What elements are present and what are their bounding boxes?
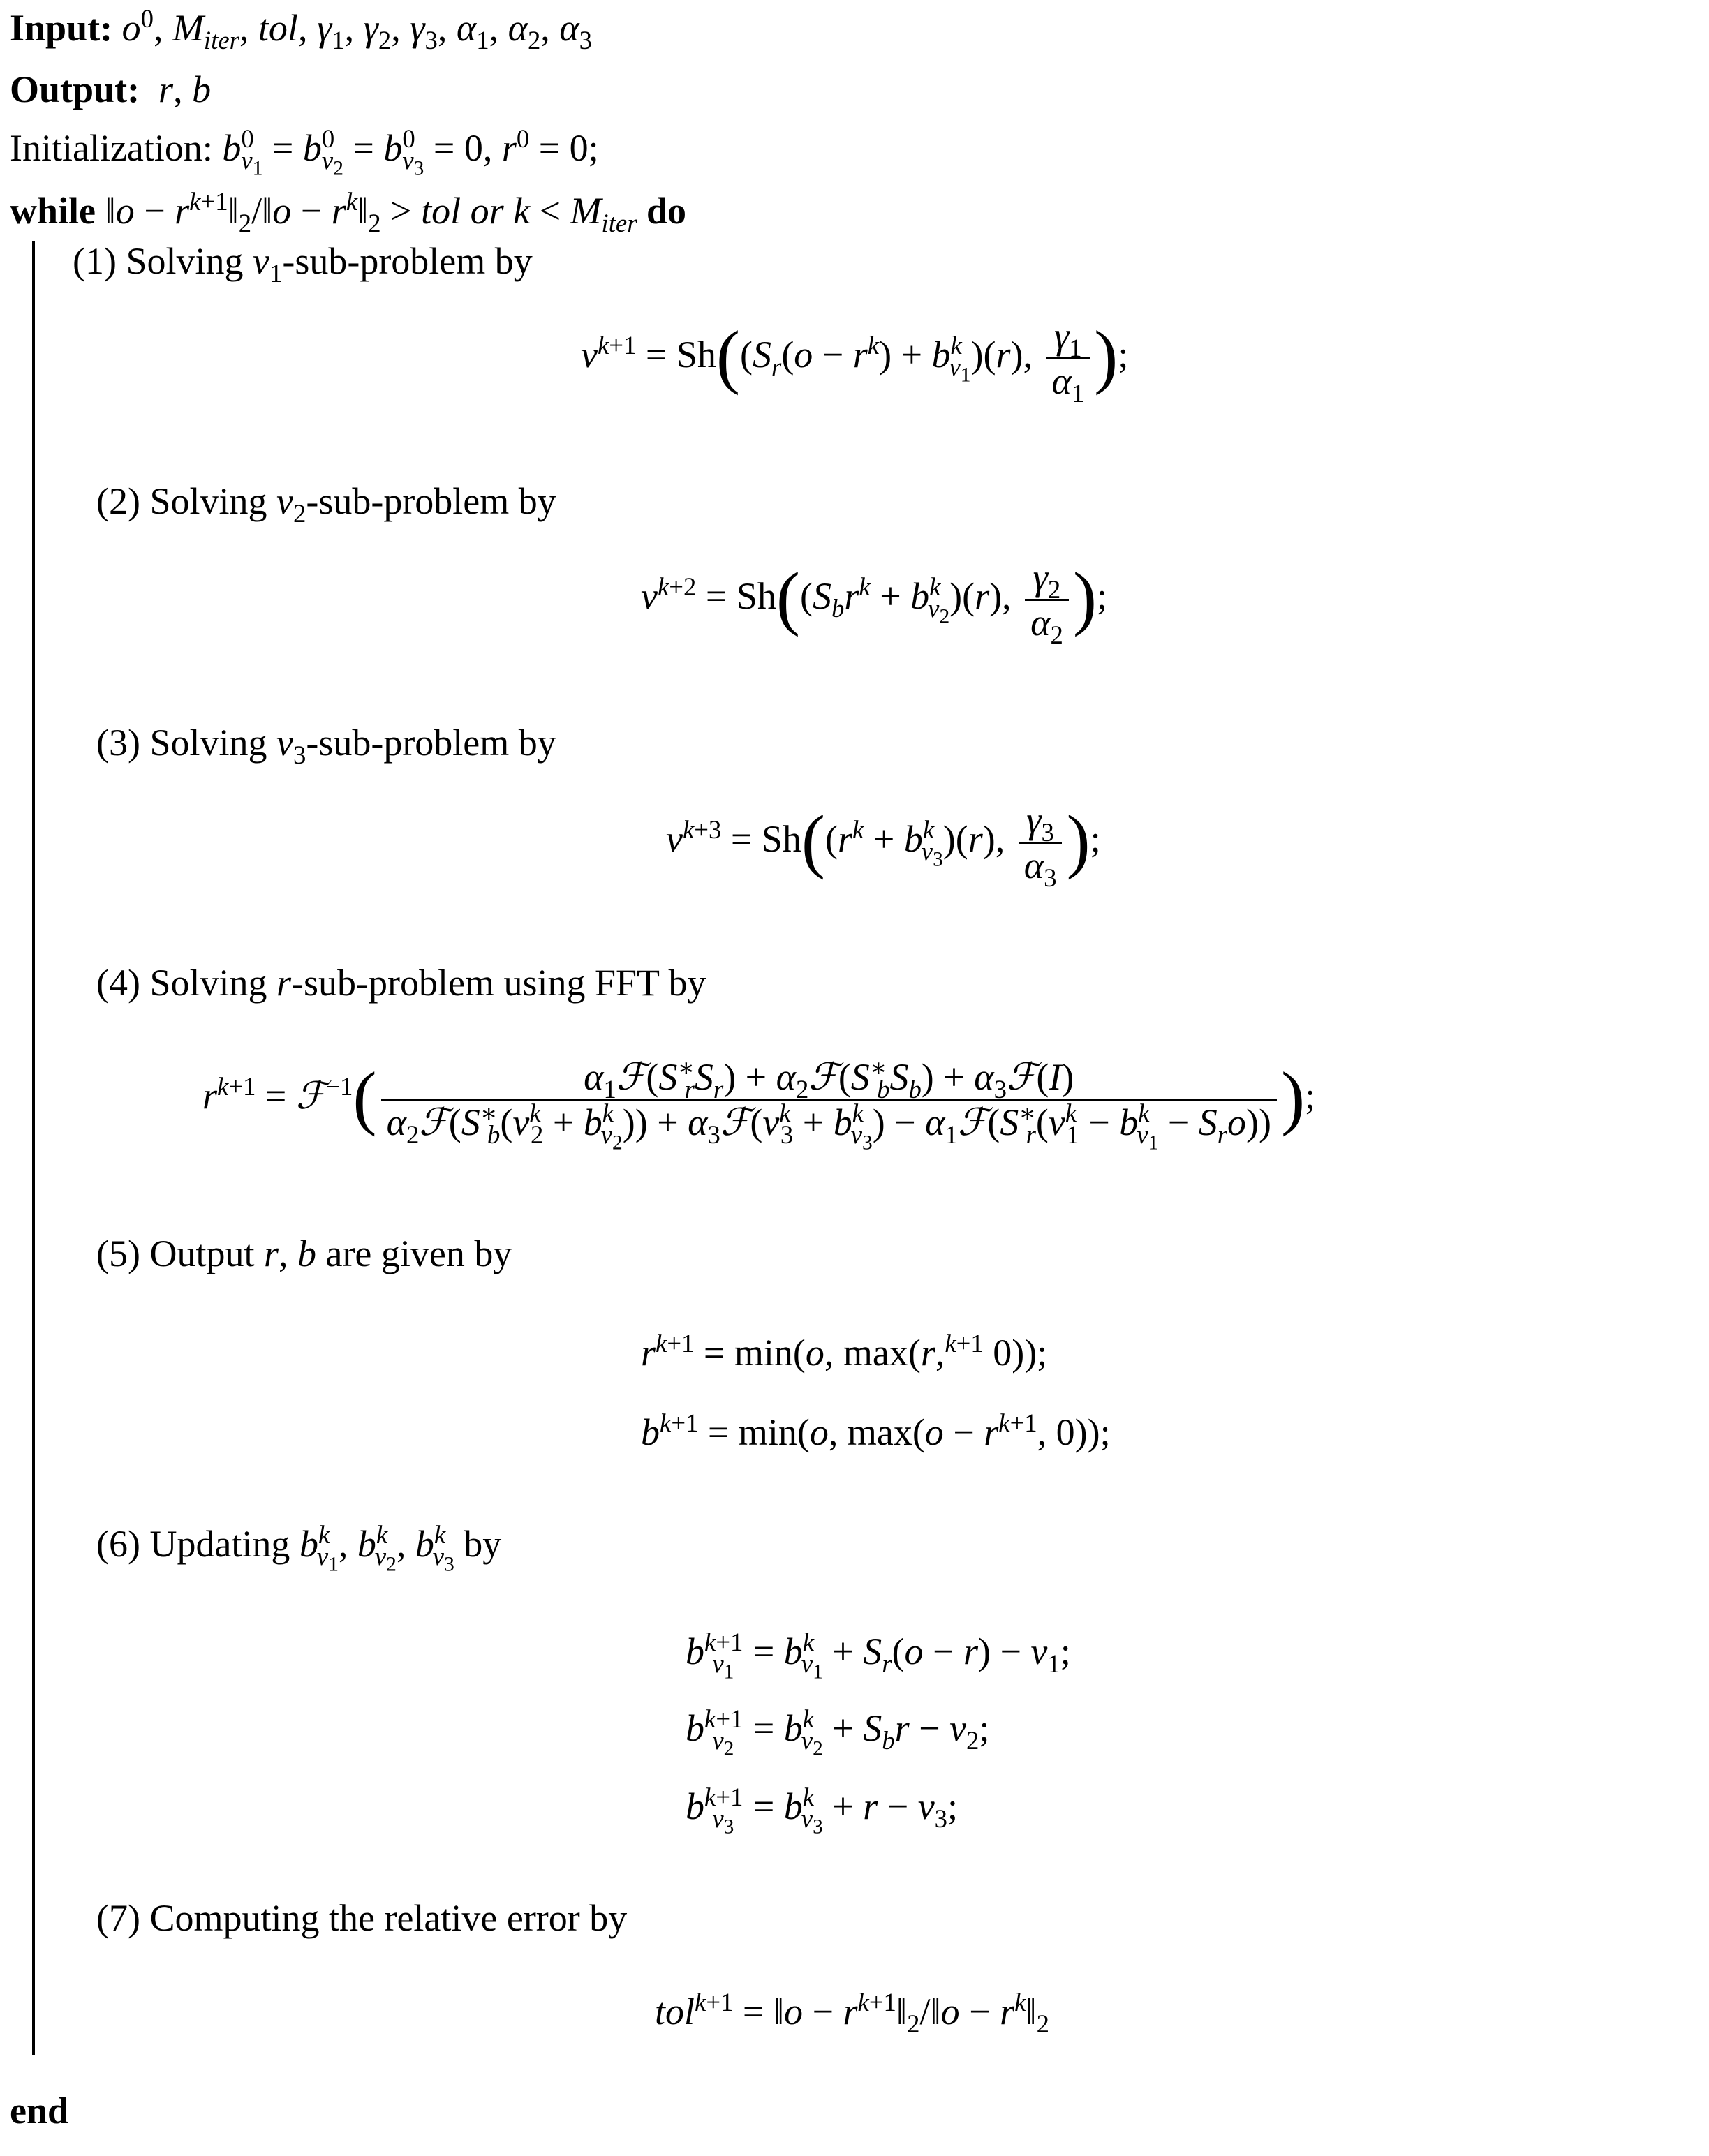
tol-equation: tol$^{k+1}$ = ‖o − $r^{k+1}‖_2/‖o$ − $r^k‖_2$ <box>655 1988 1049 2038</box>
step-1-label: (1) Solving $v_1-sub$-problem by <box>73 240 533 288</box>
output-keyword: Output: <box>10 68 140 110</box>
input-keyword: Input: <box>10 7 113 49</box>
init-line <box>10 124 599 180</box>
output-r-equation: $r^{k+1} = \min(o$, max(r,$^{k+1}$ 0)); <box>641 1329 1048 1374</box>
init-equation: $b^0_{v_1} = b^0_{v_2} = b^0_{v_3} = 0$, $r^0 = 0$; <box>222 124 599 180</box>
while-line <box>10 187 687 237</box>
step-4-label: (4) Solving r-sub-problem using FFT by <box>96 962 706 1004</box>
end-keyword: end <box>10 2090 69 2132</box>
step-5-label: (5) Output r, b are given by <box>96 1233 512 1274</box>
update-1-equation: $b^{k+1}_{v_1} = b^k_{v_1} + S_r(o - r) - v_1$; <box>686 1628 1071 1683</box>
init-label: Initialization: <box>10 127 213 169</box>
output-b-equation: $b^{k+1} = \min(o$, $\max(o - r^{k+1}$, 0)); <box>641 1408 1111 1453</box>
v2-equation: $v^{k+2} = Sh((S_br^k + b^k_{v_2})(r)$, $\frac{\gamma_2}{\alpha_2}$ ); <box>641 556 1107 649</box>
r-equation: $r^{k+1}$ = ℱ$^{-1}$( $\alpha_1ℱ(S^∗_rS_r)$ + $\alpha_2ℱ(S^∗_bS_b)$ + $\alpha_3ℱ(I)$ $\alpha_2ℱ(S^∗_b(v^k_2 + b^k_{v_2}))$ + $\alpha_3ℱ(v^k_3 + b^k_{v_3})$ − $\alpha_1ℱ(S^∗_r(v^k_1 - b^k_{v_1} - S_ro))$ ); <box>202 1053 1316 1154</box>
step-3-label: (3) Solving $v_3-sub$-problem by <box>96 722 556 769</box>
output-line <box>10 67 211 112</box>
input-list: $o^0$, $M_{iter}$, tol, $\gamma_1$, $\gamma_2$, $\gamma_3$, $\alpha_1$, $\alpha_2$, $\alpha_3$ <box>121 4 593 54</box>
while-condition: ‖o − $r^{k+1}‖_2/‖o$ − $r^k‖_2$ > tol or $k < M_{iter}$ <box>105 187 637 237</box>
update-3-equation: $b^{k+1}_{v_3} = b^k_{v_3} + r - v_3$; <box>686 1783 959 1838</box>
input-line <box>10 4 593 54</box>
v1-equation: $v^{k+1} = Sh((S_r(o - r^k) + b^k_{v_1})(r)$, $\frac{\gamma_1}{\alpha_1}$ ); <box>581 315 1129 408</box>
while-keyword: while <box>10 190 96 232</box>
step-2-label: (2) Solving $v_2-sub$-problem by <box>96 480 556 528</box>
step-6-label: (6) Updating $b^k_{v_1}$, $b^k_{v_2}$, $b^k_{v_3}$ by <box>96 1520 502 1576</box>
output-list: r, b <box>158 68 212 110</box>
do-keyword: do <box>646 190 687 232</box>
step-7-label: (7) Computing the relative error by <box>96 1897 628 1939</box>
v3-equation: $v^{k+3} = Sh((r^k + b^k_{v_3})(r)$, $\frac{\gamma_3}{\alpha_3}$ ); <box>666 799 1101 892</box>
update-2-equation: $b^{k+1}_{v_2} = b^k_{v_2} + S_br - v_2$; <box>686 1704 990 1760</box>
loop-body-bar <box>32 241 35 2055</box>
